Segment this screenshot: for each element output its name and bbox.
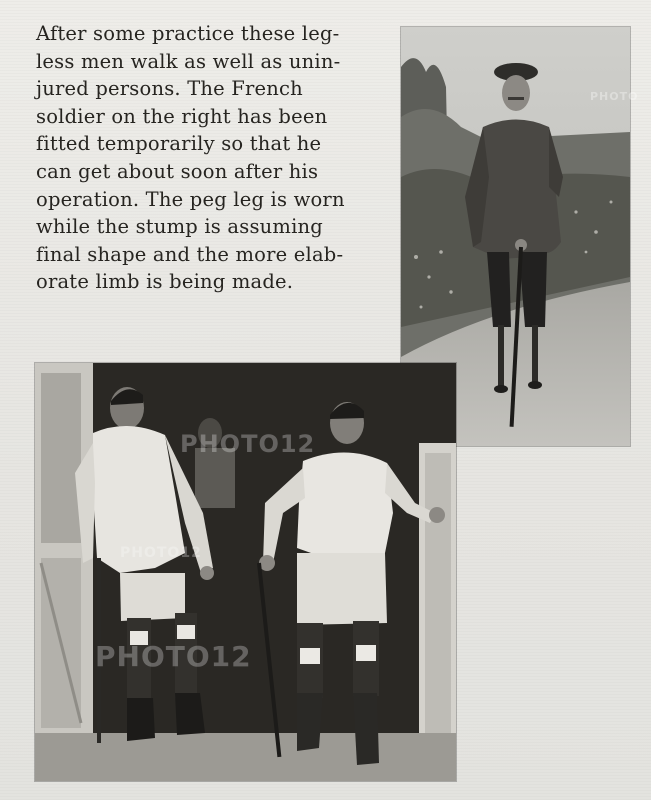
caption-line: orate limb is being made. (36, 270, 294, 294)
caption-line: soldier on the right has been (36, 104, 328, 128)
watermark-text: PHOTO12 (120, 545, 202, 561)
photo-two-amputees-doorway (35, 363, 456, 781)
caption-line: After some practice these leg- (36, 22, 340, 45)
caption-text (36, 20, 376, 296)
caption-line: jured persons. The French (36, 77, 303, 101)
caption-line: fitted temporarily so that he (36, 132, 322, 156)
caption-line: while the stump is assuming (36, 215, 323, 239)
caption-line: can get about soon after his (36, 159, 319, 183)
caption-line: operation. The peg leg is worn (36, 187, 345, 211)
photo-doorway-illustration (35, 363, 456, 781)
watermark-text: PHOTO12 (180, 430, 316, 458)
watermark-text: PHOTO12 (95, 640, 252, 673)
watermark-text: PHOTO (590, 90, 639, 103)
caption-line: final shape and the more elab- (36, 242, 344, 266)
caption-line: less men walk as well as unin- (36, 49, 341, 73)
